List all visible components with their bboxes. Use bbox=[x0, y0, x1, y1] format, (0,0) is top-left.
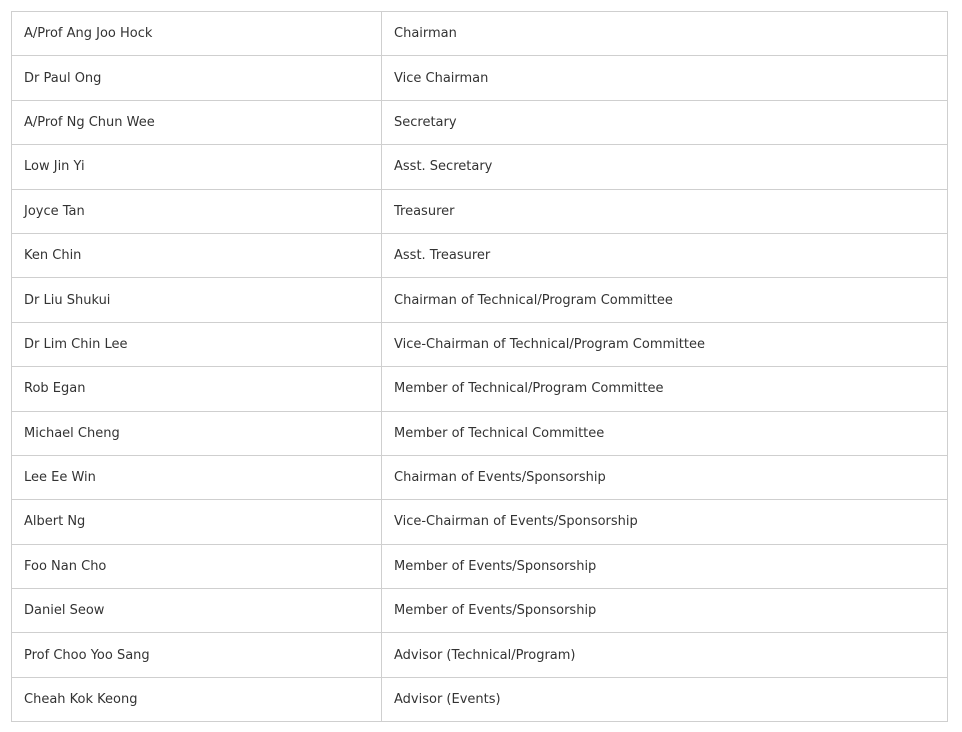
member-role: Member of Events/Sponsorship bbox=[382, 544, 948, 588]
member-role: Chairman of Events/Sponsorship bbox=[382, 455, 948, 499]
table-row bbox=[12, 544, 948, 588]
member-name: Joyce Tan bbox=[12, 189, 382, 233]
table-row bbox=[12, 367, 948, 411]
committee-table-container bbox=[11, 11, 947, 722]
member-name: Dr Lim Chin Lee bbox=[12, 322, 382, 366]
member-name: Daniel Seow bbox=[12, 589, 382, 633]
table-row bbox=[12, 189, 948, 233]
member-name: Lee Ee Win bbox=[12, 455, 382, 499]
member-role: Chairman of Technical/Program Committee bbox=[382, 278, 948, 322]
member-name: Dr Paul Ong bbox=[12, 56, 382, 100]
table-row bbox=[12, 322, 948, 366]
member-name: Foo Nan Cho bbox=[12, 544, 382, 588]
member-role: Treasurer bbox=[382, 189, 948, 233]
member-name: Albert Ng bbox=[12, 500, 382, 544]
member-name: Michael Cheng bbox=[12, 411, 382, 455]
table-row bbox=[12, 411, 948, 455]
member-name: Ken Chin bbox=[12, 233, 382, 277]
member-role: Vice-Chairman of Events/Sponsorship bbox=[382, 500, 948, 544]
table-row bbox=[12, 56, 948, 100]
member-role: Member of Technical Committee bbox=[382, 411, 948, 455]
member-role: Secretary bbox=[382, 100, 948, 144]
member-name: A/Prof Ng Chun Wee bbox=[12, 100, 382, 144]
table-row bbox=[12, 278, 948, 322]
member-role: Vice Chairman bbox=[382, 56, 948, 100]
member-name: Rob Egan bbox=[12, 367, 382, 411]
member-role: Chairman bbox=[382, 12, 948, 56]
table-row bbox=[12, 589, 948, 633]
member-role: Asst. Secretary bbox=[382, 145, 948, 189]
member-role: Advisor (Technical/Program) bbox=[382, 633, 948, 677]
table-row bbox=[12, 233, 948, 277]
table-row bbox=[12, 12, 948, 56]
member-name: Cheah Kok Keong bbox=[12, 677, 382, 721]
member-name: Dr Liu Shukui bbox=[12, 278, 382, 322]
member-name: A/Prof Ang Joo Hock bbox=[12, 12, 382, 56]
table-row bbox=[12, 500, 948, 544]
table-row bbox=[12, 455, 948, 499]
member-name: Prof Choo Yoo Sang bbox=[12, 633, 382, 677]
member-role: Advisor (Events) bbox=[382, 677, 948, 721]
member-name: Low Jin Yi bbox=[12, 145, 382, 189]
table-row bbox=[12, 100, 948, 144]
table-row bbox=[12, 145, 948, 189]
table-row bbox=[12, 633, 948, 677]
member-role: Vice-Chairman of Technical/Program Committee bbox=[382, 322, 948, 366]
member-role: Member of Technical/Program Committee bbox=[382, 367, 948, 411]
table-row bbox=[12, 677, 948, 721]
member-role: Asst. Treasurer bbox=[382, 233, 948, 277]
committee-table bbox=[11, 11, 948, 722]
member-role: Member of Events/Sponsorship bbox=[382, 589, 948, 633]
